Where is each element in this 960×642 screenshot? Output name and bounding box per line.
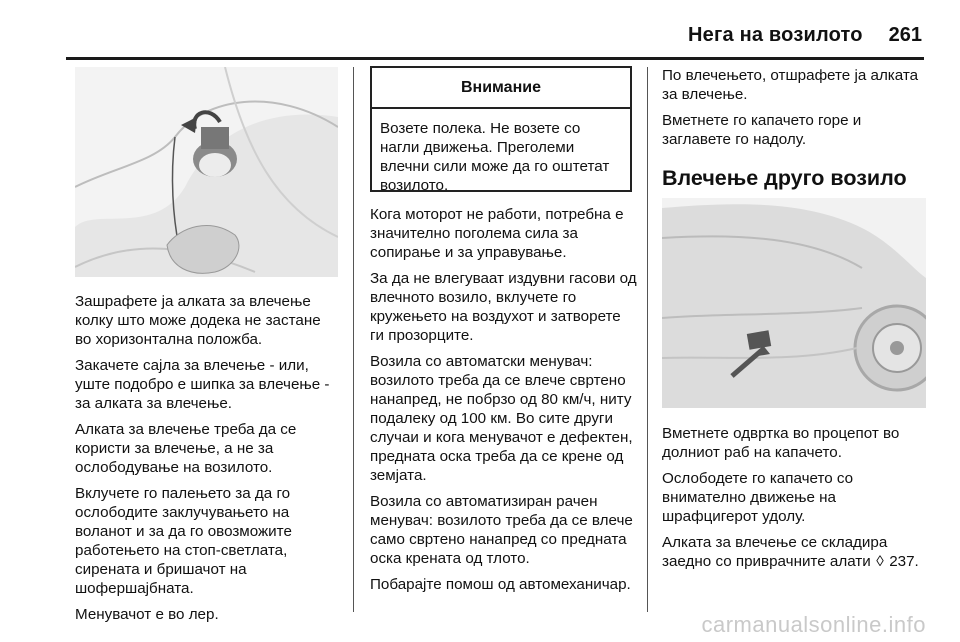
paragraph: По влечењето, отшрафете ја алката за влечење.	[662, 67, 919, 103]
page-number: 261	[888, 24, 922, 46]
warning-heading: Внимание	[372, 68, 630, 109]
paragraph: Возила со автоматизиран рачен менувач: возилото треба да се влече само свртено нанапред со предната оска кренатa од тлото.	[370, 493, 633, 567]
triangle-right-icon[interactable]: ◊	[876, 553, 884, 570]
paragraph: Зашрафете ја алката за влечење колку што може додека не застане во хоризонтална положба.	[75, 293, 321, 348]
column-right-bottom	[662, 424, 930, 578]
paragraph: Менувачот е во лер.	[75, 606, 219, 623]
column-right-top	[662, 66, 930, 156]
xref-page-link[interactable]: 237.	[889, 553, 919, 570]
header-rule	[66, 57, 924, 60]
column-divider	[353, 67, 354, 612]
paragraph: Вметнете одвртка во процепот во долниот раб на капачето.	[662, 425, 900, 461]
paragraph: Закачете сајла за влечење - или, уште подобро е шипка за влечење - за алката за влечење.	[75, 357, 330, 412]
page-header-title: Нега на возилото	[688, 24, 863, 46]
column-middle	[370, 205, 638, 601]
paragraph: Вметнете го капачето горе и заглавете го надолу.	[662, 112, 862, 148]
column-divider	[647, 67, 648, 612]
section-heading: Влечење друго возило	[662, 166, 907, 190]
column-left	[75, 292, 340, 631]
rear-bumper-illustration	[662, 198, 926, 408]
paragraph-xref	[662, 533, 930, 571]
paragraph: Кога моторот не работи, потребна е значително поголема сила за сопирање и за управување.	[370, 206, 624, 261]
towing-eye-drawing	[75, 67, 338, 277]
paragraph: Побарајте помош од автомеханичар.	[370, 576, 631, 593]
paragraph: Возила со автоматски менувач: возилото треба да се влече свртено нанапред, не побрзо од 80 км/ч, ниту подалеку од 100 км. Во сите други случаи и кога менувачот е дефектен, предната оска треба да се крене од земјата.	[370, 353, 633, 484]
paragraph: Алката за влечење треба да се користи за влечење, а не за ослободување на возилото.	[75, 421, 297, 476]
paragraph: Вклучете го палењето за да го ослободите заклучувањето на воланот и за да го овозможите работењето на стоп-светлата, сирената и бришачот на шофершајбната.	[75, 485, 292, 597]
paragraph: За да не влегуваат издувни гасови од влечното возило, вклучете го кружењето на воздухот и затворете ги прозорците.	[370, 270, 637, 344]
paragraph: Ослободете го капачето со внимателно движење на шрафцигерот удолу.	[662, 470, 854, 525]
watermark: carmanualsonline.info	[701, 612, 926, 637]
towing-eye-illustration	[75, 67, 338, 277]
warning-box	[370, 66, 632, 192]
xref-text: Алката за влечење се складира заедно со приврачните алати	[662, 534, 888, 570]
warning-text: Возете полека. Не возете со нагли движења. Преголеми влечни сили може да го оштетат возилото.	[380, 120, 610, 194]
rear-bumper-drawing	[662, 198, 926, 408]
